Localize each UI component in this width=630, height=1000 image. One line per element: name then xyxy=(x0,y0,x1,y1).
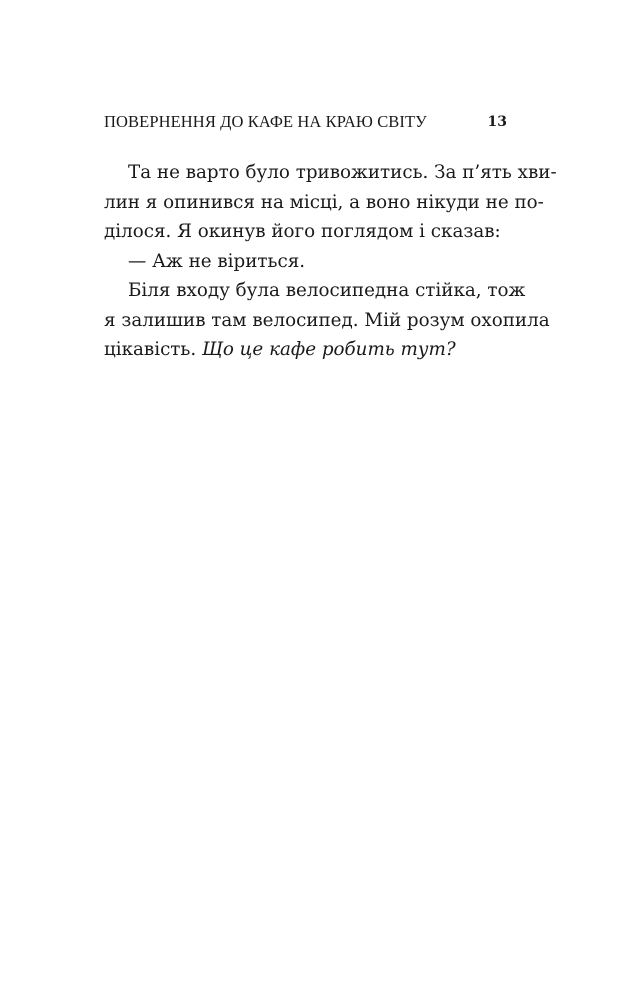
italic-thought: Що це кафе робить тут? xyxy=(202,339,456,360)
text-line: я залишив там велосипед. Мій розум охопила xyxy=(104,309,550,331)
text-regular: цікавість. xyxy=(104,339,202,360)
page-number: 13 xyxy=(487,114,507,130)
running-title: ПОВЕРНЕННЯ ДО КАФЕ НА КРАЮ СВІТУ xyxy=(104,112,427,131)
text-line: ділося. Я окинув його поглядом і сказав: xyxy=(104,221,501,242)
running-head xyxy=(104,110,507,134)
dialogue-line: — Аж не віриться. xyxy=(128,250,306,272)
body-text xyxy=(104,158,557,365)
text-line: лин я опинився на місці, а воно нікуди не по- xyxy=(104,191,544,213)
text-line-last xyxy=(104,335,507,365)
text-line: Та не варто було тривожитись. За п’ять хви- xyxy=(128,162,557,183)
text-line: Біля входу була велосипедна стійка, тож xyxy=(128,280,526,301)
